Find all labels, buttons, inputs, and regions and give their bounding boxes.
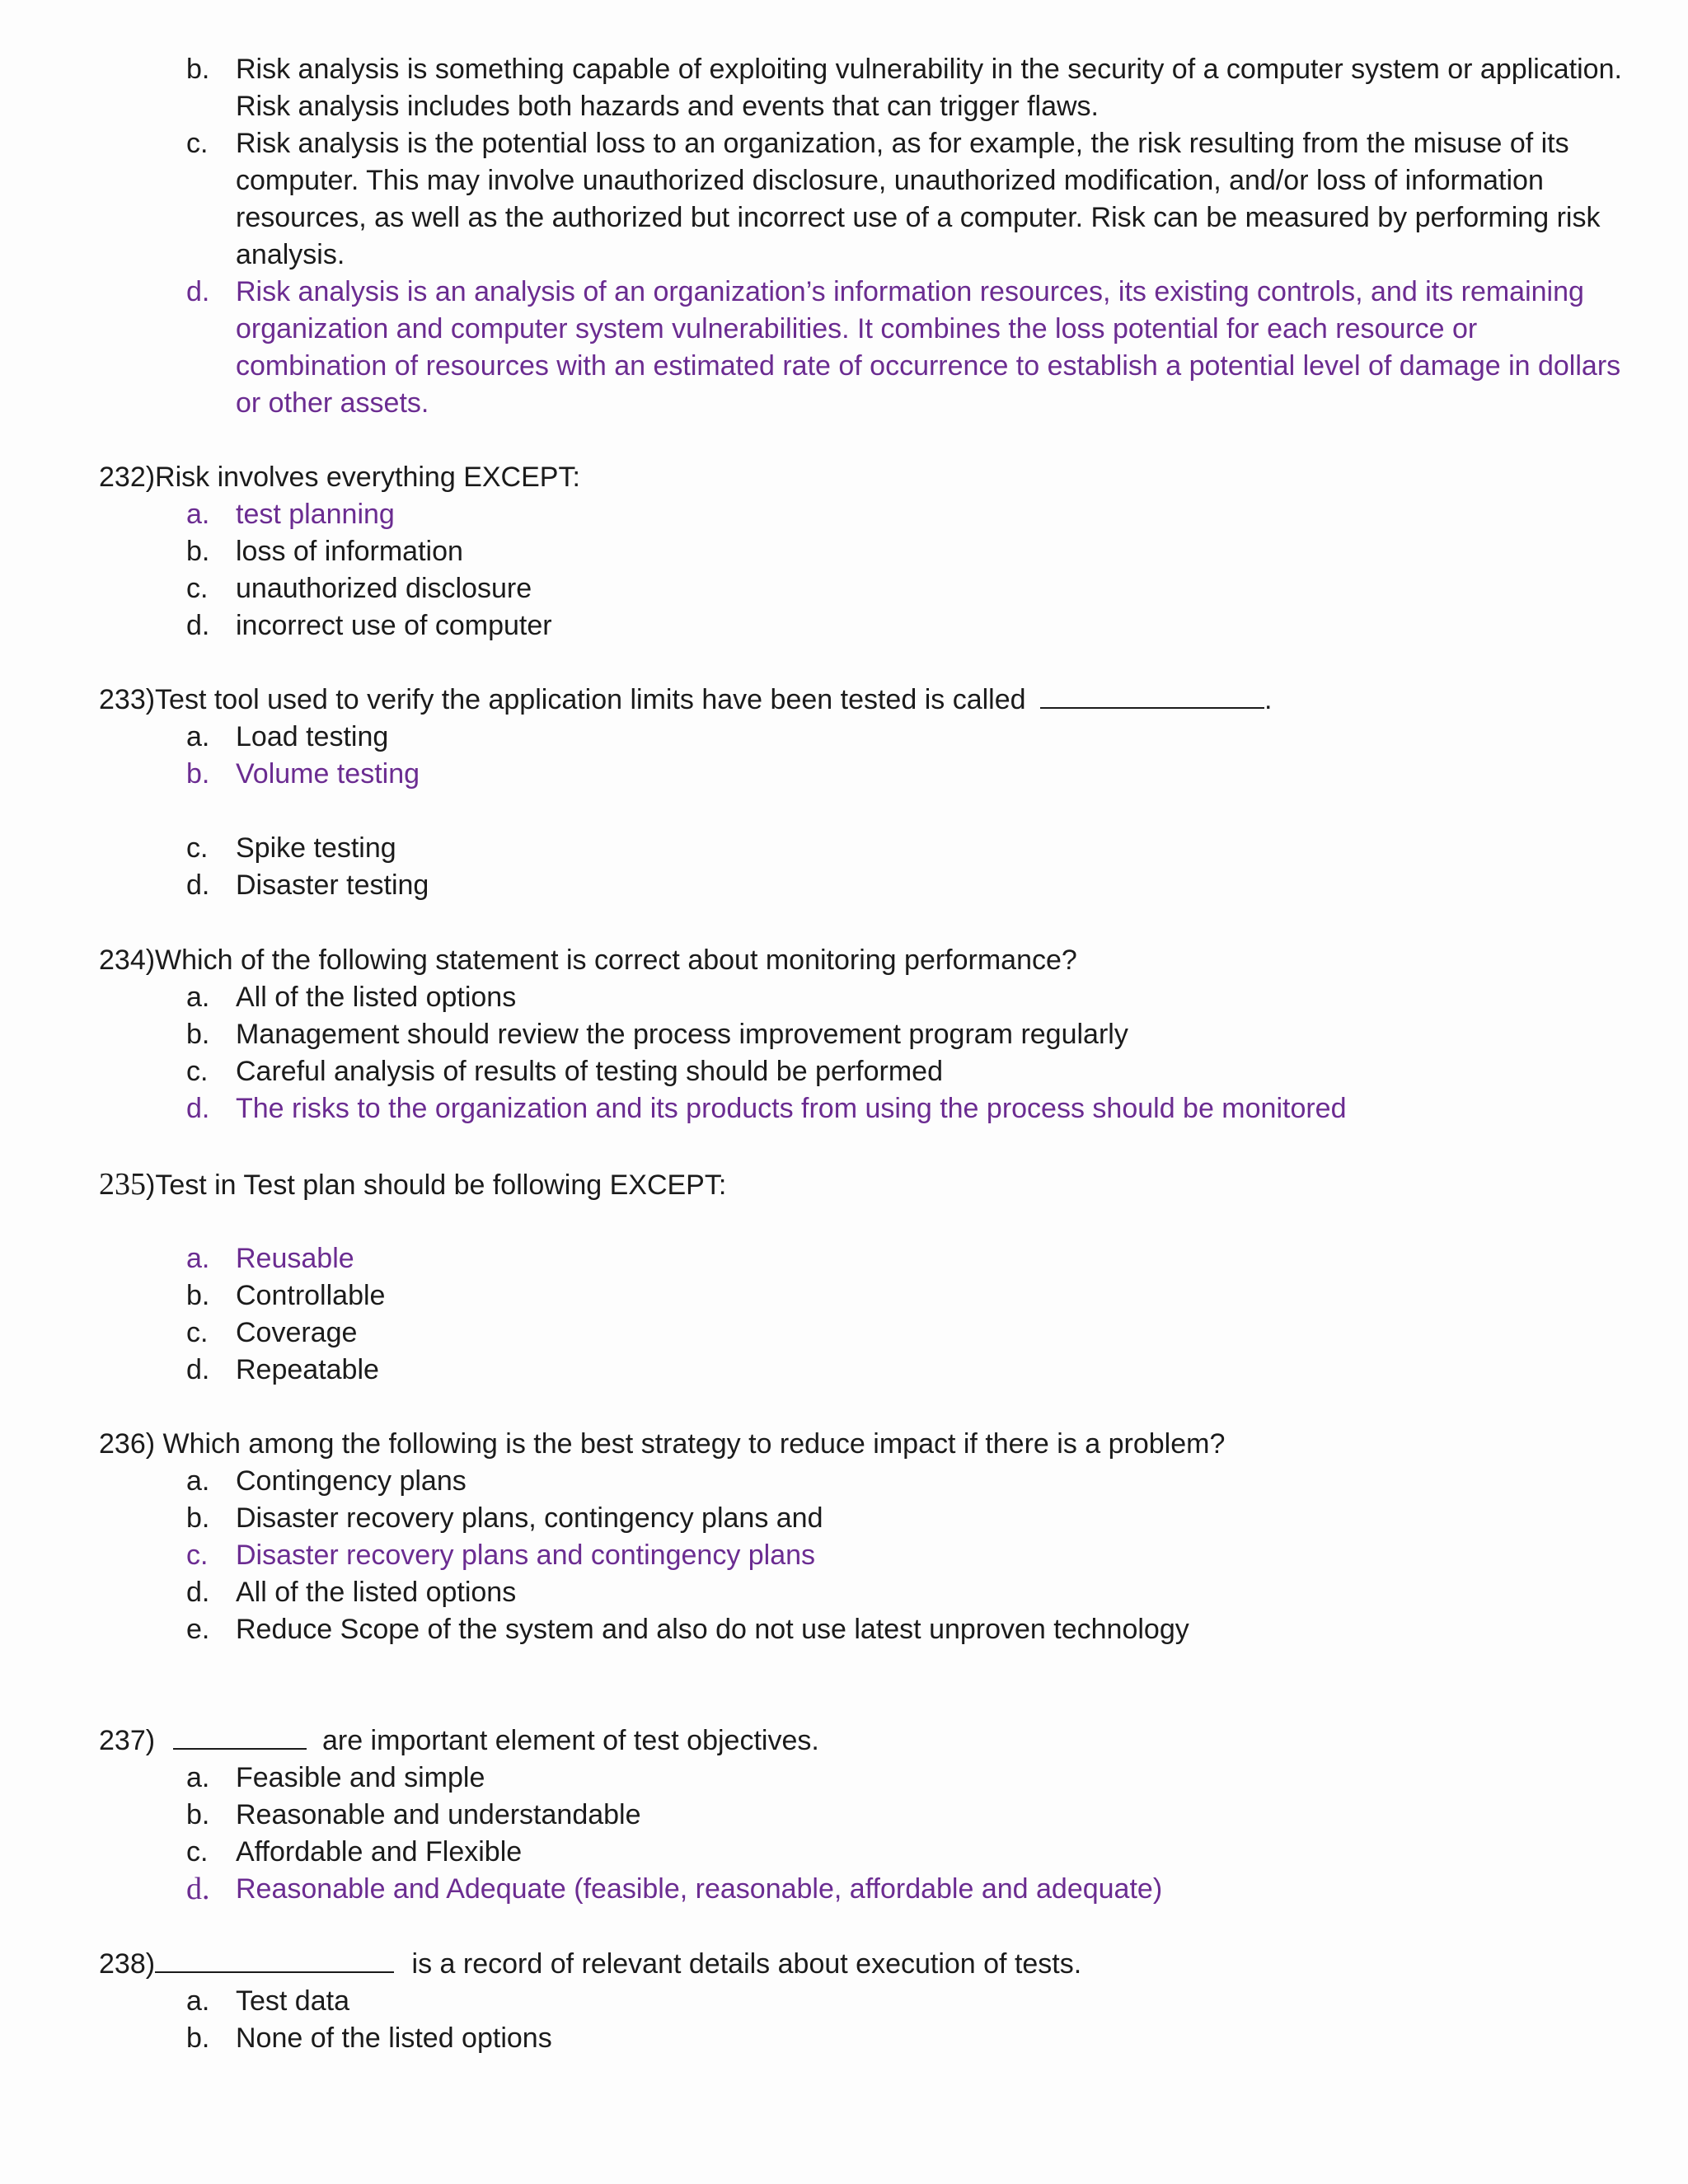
question-233 [99, 682, 1624, 904]
option-text: All of the listed options [236, 1577, 517, 1608]
option-c [99, 1315, 1624, 1352]
option-text: unauthorized disclosure [236, 573, 532, 604]
option-text: Disaster recovery plans and contingency plans [236, 1540, 816, 1571]
option-label: d. [186, 1577, 210, 1608]
option-text: Management should review the process improvement program regularly [236, 1019, 1128, 1050]
option-c [99, 1834, 1624, 1871]
option-d [99, 1352, 1624, 1389]
question-236 [99, 1426, 1624, 1648]
option-label: b. [186, 54, 210, 85]
option-b [99, 51, 1624, 125]
option-a [99, 1463, 1624, 1500]
answer-blank [155, 1947, 394, 1973]
question-234 [99, 942, 1624, 1127]
question-number: 235 [99, 1167, 146, 1202]
question-number: 237) [99, 1725, 156, 1756]
option-label: b. [186, 1280, 210, 1311]
option-label: a. [186, 1762, 210, 1793]
option-c [99, 570, 1624, 607]
question-title-line [99, 1722, 1624, 1760]
option-text: Careful analysis of results of testing should be performed [236, 1056, 944, 1087]
option-b [99, 1797, 1624, 1834]
option-text: Disaster recovery plans, contingency plans and [236, 1502, 823, 1534]
option-text: Coverage [236, 1317, 358, 1348]
option-label: a. [186, 1985, 210, 2017]
option-label: d. [186, 1354, 210, 1385]
option-label: c. [186, 1836, 209, 1868]
option-a-correct [99, 496, 1624, 533]
option-d-correct [99, 274, 1624, 422]
option-text: incorrect use of computer [236, 610, 552, 641]
option-a [99, 1983, 1624, 2020]
spacer [99, 793, 1624, 830]
option-e [99, 1611, 1624, 1648]
option-text: Risk analysis is something capable of exploiting vulnerability in the security of a computer system or application. Risk analysis includes both hazards and events that can trigger flaws. [236, 54, 1622, 122]
question-232 [99, 459, 1624, 644]
option-label: d. [186, 1872, 210, 1906]
spacer [99, 1203, 1624, 1240]
option-text: Reusable [236, 1243, 354, 1274]
option-a-correct [99, 1240, 1624, 1277]
option-b [99, 1500, 1624, 1537]
option-label: d. [186, 1093, 210, 1124]
option-b [99, 1016, 1624, 1053]
option-text: None of the listed options [236, 2022, 552, 2054]
option-label: b. [186, 1502, 210, 1534]
question-title-line [99, 1166, 1624, 1203]
option-label: c. [186, 1317, 209, 1348]
option-text: Contingency plans [236, 1465, 467, 1497]
option-label: b. [186, 1799, 210, 1830]
option-d [99, 607, 1624, 644]
option-label: c. [186, 832, 209, 864]
option-text: Reasonable and Adequate (feasible, reasonable, affordable and adequate) [236, 1873, 1163, 1905]
question-title-line [99, 682, 1624, 719]
option-text: Controllable [236, 1280, 386, 1311]
option-text: Test data [236, 1985, 349, 2017]
option-a [99, 979, 1624, 1016]
question-238 [99, 1946, 1624, 2057]
option-c [99, 125, 1624, 274]
option-label: a. [186, 982, 210, 1013]
option-label: c. [186, 1056, 209, 1087]
option-c-correct [99, 1537, 1624, 1574]
question-title: 232)Risk involves everything EXCEPT: [99, 462, 580, 493]
option-label: c. [186, 1540, 209, 1571]
option-text: The risks to the organization and its products from using the process should be monitored [236, 1093, 1347, 1124]
option-text: All of the listed options [236, 982, 517, 1013]
option-text: Affordable and Flexible [236, 1836, 523, 1868]
option-label: b. [186, 1019, 210, 1050]
option-label: c. [186, 573, 209, 604]
answer-blank [1040, 682, 1264, 709]
option-text: test planning [236, 499, 395, 530]
question-number: 238) [99, 1948, 156, 1980]
option-text: Repeatable [236, 1354, 379, 1385]
question-title: 233)Test tool used to verify the application limits have been tested is called [99, 684, 1026, 715]
option-a [99, 719, 1624, 756]
option-b [99, 533, 1624, 570]
option-text: Reduce Scope of the system and also do not use latest unproven technology [236, 1614, 1189, 1645]
question-237 [99, 1722, 1624, 1908]
question-title: )Test in Test plan should be following EXCEPT: [146, 1169, 727, 1201]
option-d-correct [99, 1090, 1624, 1127]
option-text: Disaster testing [236, 869, 429, 901]
option-d [99, 867, 1624, 904]
option-label: a. [186, 499, 210, 530]
option-d [99, 1574, 1624, 1611]
option-label: b. [186, 2022, 210, 2054]
option-label: a. [186, 721, 210, 752]
option-label: d. [186, 610, 210, 641]
question-title: 236) Which among the following is the best strategy to reduce impact if there is a problem? [99, 1428, 1226, 1460]
option-c [99, 1053, 1624, 1090]
question-title: is a record of relevant details about execution of tests. [411, 1948, 1082, 1980]
question-title-line [99, 1946, 1624, 1983]
option-label: d. [186, 276, 210, 307]
option-b [99, 2020, 1624, 2057]
option-text: Spike testing [236, 832, 396, 864]
option-label: a. [186, 1243, 210, 1274]
question-231-continued [99, 51, 1624, 422]
question-title: are important element of test objectives. [321, 1725, 819, 1756]
option-text: Volume testing [236, 758, 420, 790]
option-a [99, 1760, 1624, 1797]
option-label: e. [186, 1614, 210, 1645]
option-c [99, 830, 1624, 867]
question-title-end: . [1264, 684, 1273, 715]
option-text: loss of information [236, 536, 463, 567]
option-b-correct [99, 756, 1624, 793]
option-b [99, 1277, 1624, 1315]
option-text: Feasible and simple [236, 1762, 485, 1793]
option-text: Load testing [236, 721, 389, 752]
answer-blank [173, 1723, 307, 1750]
option-text: Risk analysis is the potential loss to an organization, as for example, the risk resulting from the misuse of its computer. This may involve unauthorized disclosure, unauthorized modification, and/or loss of information resources, as well as the authorized but incorrect use of a computer. Risk can be measured by performing risk analysis. [236, 128, 1601, 270]
question-235 [99, 1166, 1624, 1389]
option-label: b. [186, 758, 210, 790]
question-title: 234)Which of the following statement is correct about monitoring performance? [99, 944, 1077, 976]
option-d-correct [99, 1871, 1624, 1908]
option-text: Reasonable and understandable [236, 1799, 641, 1830]
option-label: d. [186, 869, 210, 901]
option-text: Risk analysis is an analysis of an organization’s information resources, its existing controls, and its remaining organization and computer system vulnerabilities. It combines the loss potential for each resource or combination of resources with an estimated rate of occurrence to establish a potential level of damage in dollars or other assets. [236, 276, 1621, 419]
option-label: c. [186, 128, 209, 159]
option-label: b. [186, 536, 210, 567]
option-label: a. [186, 1465, 210, 1497]
